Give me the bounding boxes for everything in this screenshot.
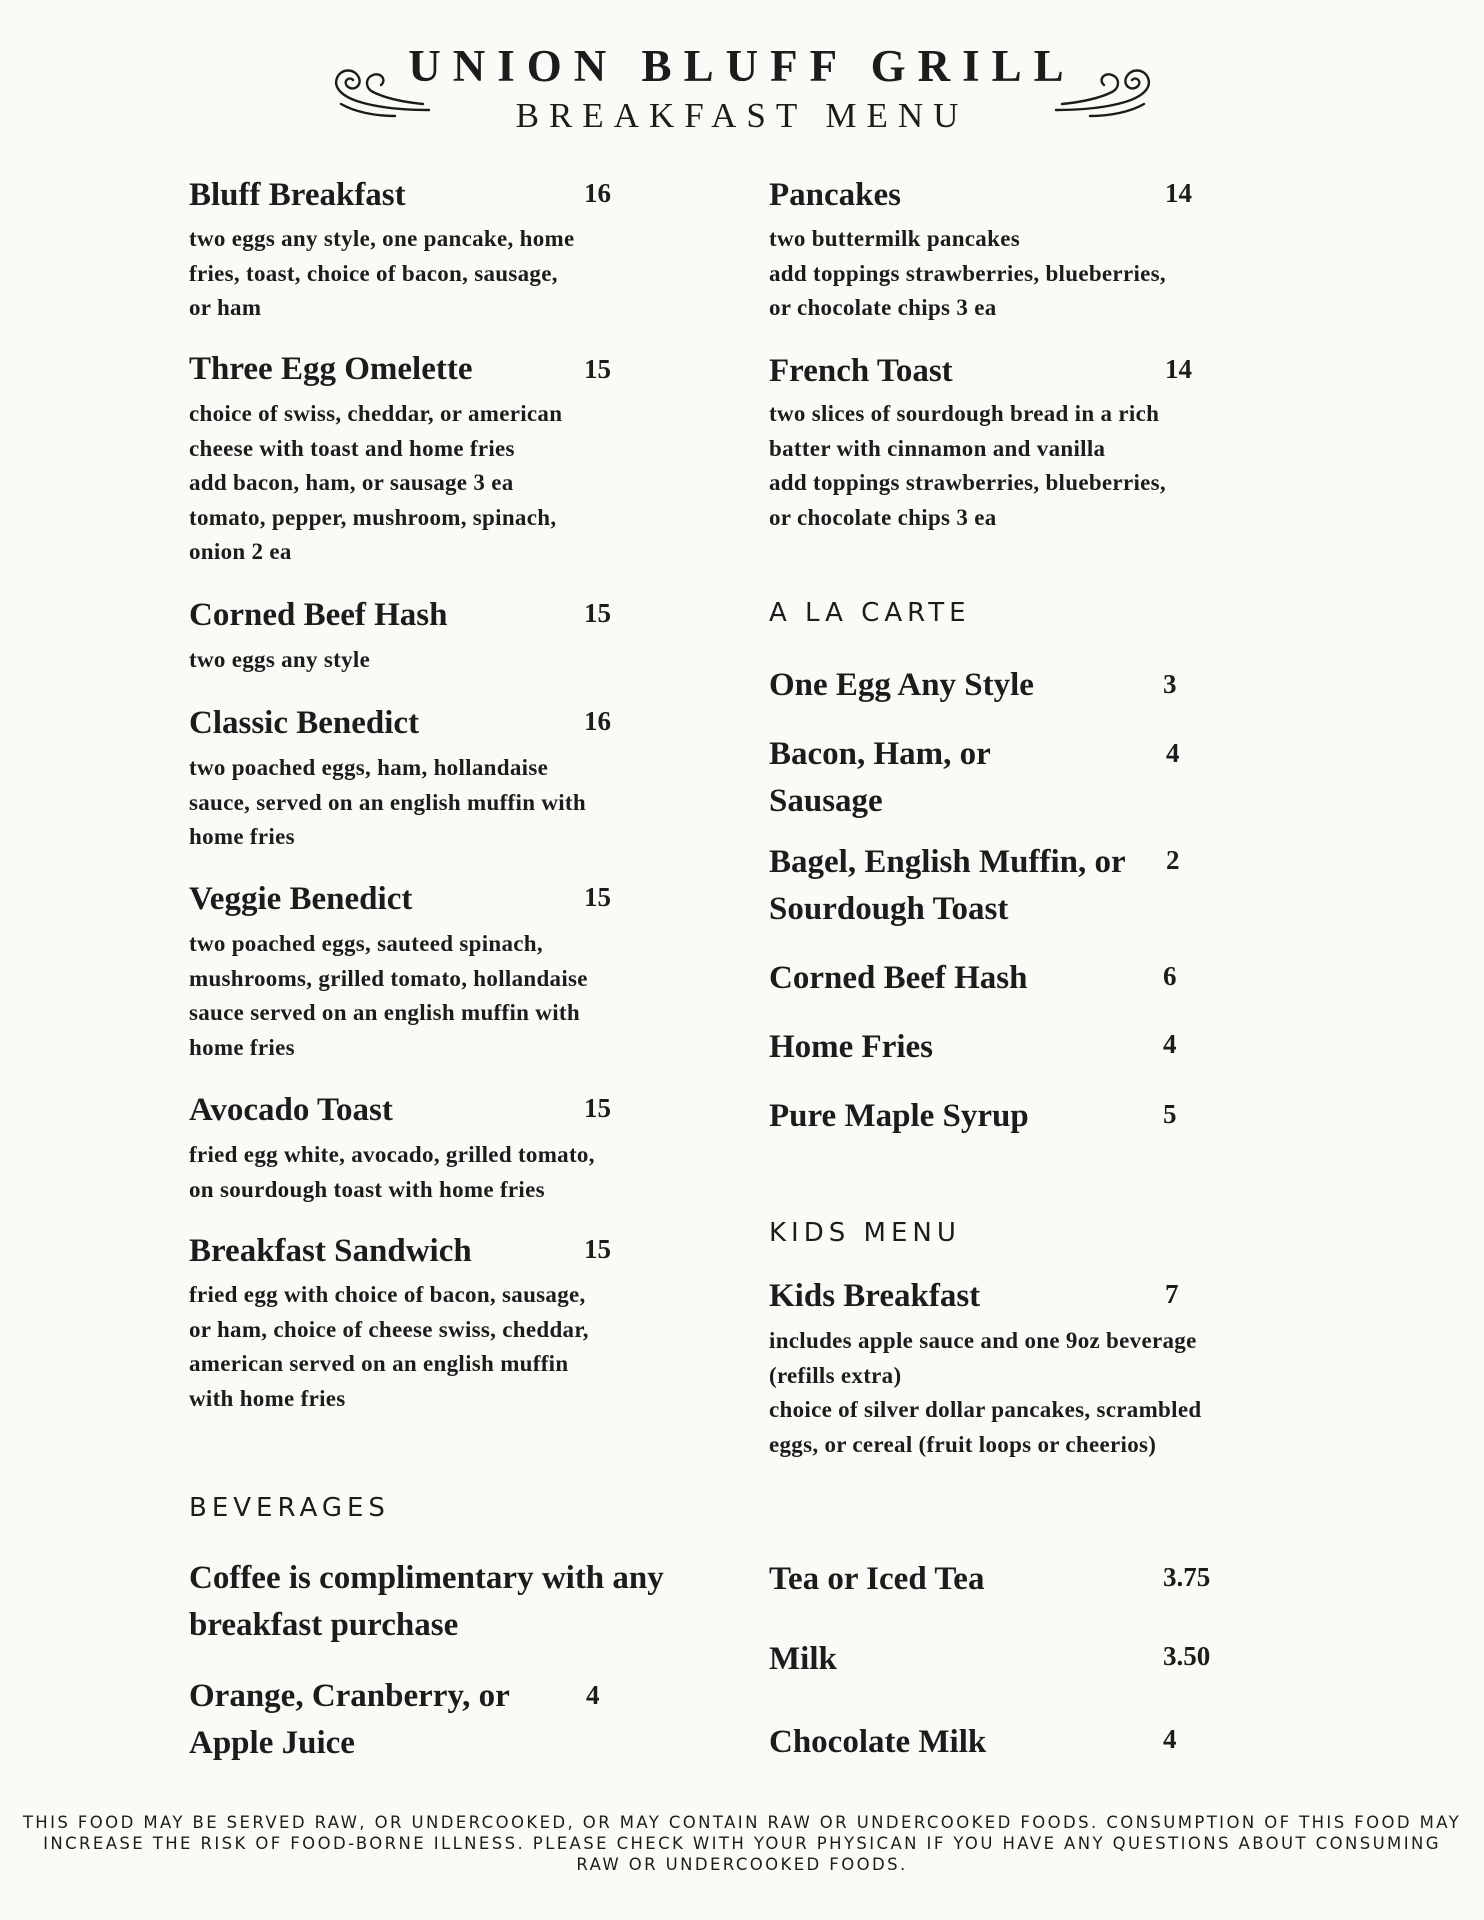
item-name: Veggie Benedict	[189, 881, 413, 917]
a-la-carte-item-name: Bagel, English Muffin, or Sourdough Toast	[769, 844, 1126, 927]
a-la-carte-item-price: 4	[1166, 738, 1180, 768]
item-price: 15	[584, 1234, 611, 1264]
a-la-carte-item-name: Bacon, Ham, or Sausage	[769, 736, 991, 819]
item-name: Kids Breakfast	[769, 1278, 981, 1314]
item-price: 14	[1165, 178, 1192, 208]
item-description: includes apple sauce and one 9oz beverage (refills extra) choice of silver dollar pancakes, scrambled eggs, or cereal (fruit loops or cheerios)	[769, 1328, 1202, 1457]
section-heading-kids-menu: KIDS MENU	[769, 1218, 961, 1248]
beverage-item-name: Tea or Iced Tea	[769, 1561, 985, 1597]
a-la-carte-item-price: 2	[1166, 845, 1180, 875]
beverage-item-price: 3.50	[1163, 1641, 1211, 1671]
menu-subtitle: BREAKFAST MENU	[515, 96, 969, 135]
item-name: Corned Beef Hash	[189, 597, 448, 633]
beverage-item-name: Milk	[769, 1641, 837, 1677]
item-price: 15	[584, 1093, 611, 1123]
item-price: 16	[584, 178, 611, 208]
item-description: fried egg with choice of bacon, sausage, or ham, choice of cheese swiss, cheddar, american served on an english muffin with home fries	[189, 1282, 589, 1411]
item-description: two poached eggs, sauteed spinach, mushrooms, grilled tomato, hollandaise sauce served on an english muffin with home fries	[189, 931, 588, 1060]
item-description: two slices of sourdough bread in a rich batter with cinnamon and vanilla add toppings strawberries, blueberries, or chocolate chips 3 ea	[769, 401, 1166, 530]
a-la-carte-item-price: 6	[1163, 961, 1177, 991]
a-la-carte-item-price: 5	[1163, 1099, 1177, 1129]
item-name: Bluff Breakfast	[189, 177, 406, 213]
item-name: Classic Benedict	[189, 705, 420, 741]
item-name: French Toast	[769, 353, 953, 389]
item-description: two buttermilk pancakes add toppings strawberries, blueberries, or chocolate chips 3 ea	[769, 226, 1166, 320]
a-la-carte-item-name: One Egg Any Style	[769, 667, 1034, 703]
item-price: 14	[1165, 354, 1192, 384]
item-price: 7	[1165, 1279, 1179, 1309]
section-heading-a-la-carte: A LA CARTE	[769, 598, 971, 628]
item-description: fried egg white, avocado, grilled tomato, on sourdough toast with home fries	[189, 1142, 595, 1202]
item-price: 16	[584, 706, 611, 736]
item-description: two eggs any style	[189, 647, 371, 672]
item-price: 15	[584, 598, 611, 628]
a-la-carte-item-price: 4	[1163, 1029, 1177, 1059]
beverage-item-name: Orange, Cranberry, or Apple Juice	[189, 1678, 510, 1761]
item-price: 15	[584, 882, 611, 912]
beverage-item-name: Coffee is complimentary with any breakfast purchase	[189, 1560, 664, 1643]
a-la-carte-item-name: Home Fries	[769, 1029, 934, 1065]
item-name: Pancakes	[769, 177, 901, 213]
a-la-carte-item-name: Pure Maple Syrup	[769, 1098, 1029, 1134]
item-price: 15	[584, 354, 611, 384]
food-safety-disclaimer: THIS FOOD MAY BE SERVED RAW, OR UNDERCOOKED, OR MAY CONTAIN RAW OR UNDERCOOKED FOODS. CONSUMPTION OF THIS FOOD MAY INCREASE THE RISK OF FOOD-BORNE ILLNESS. PLEASE CHECK WITH YOUR PHYSICAN IF YOU HAVE ANY QUESTIONS ABOUT CONSUMING RAW OR UNDERCOOKED FOODS.	[22, 1813, 1462, 1874]
a-la-carte-item-name: Corned Beef Hash	[769, 960, 1028, 996]
item-name: Avocado Toast	[189, 1092, 393, 1128]
restaurant-title: UNION BLUFF GRILL	[408, 41, 1076, 91]
item-description: two poached eggs, ham, hollandaise sauce, served on an english muffin with home fries	[189, 755, 586, 849]
item-name: Three Egg Omelette	[189, 351, 473, 387]
a-la-carte-item-price: 3	[1163, 669, 1177, 699]
beverage-item-name: Chocolate Milk	[769, 1724, 987, 1760]
beverage-item-price: 4	[1163, 1724, 1177, 1754]
item-name: Breakfast Sandwich	[189, 1233, 472, 1269]
beverage-item-price: 4	[586, 1680, 600, 1710]
item-description: two eggs any style, one pancake, home fries, toast, choice of bacon, sausage, or ham	[189, 226, 575, 320]
item-description: choice of swiss, cheddar, or american cheese with toast and home fries add bacon, ham, or sausage 3 ea tomato, pepper, mushroom, spinach, onion 2 ea	[189, 401, 563, 564]
beverage-item-price: 3.75	[1163, 1562, 1211, 1592]
section-heading-beverages: BEVERAGES	[189, 1493, 390, 1523]
